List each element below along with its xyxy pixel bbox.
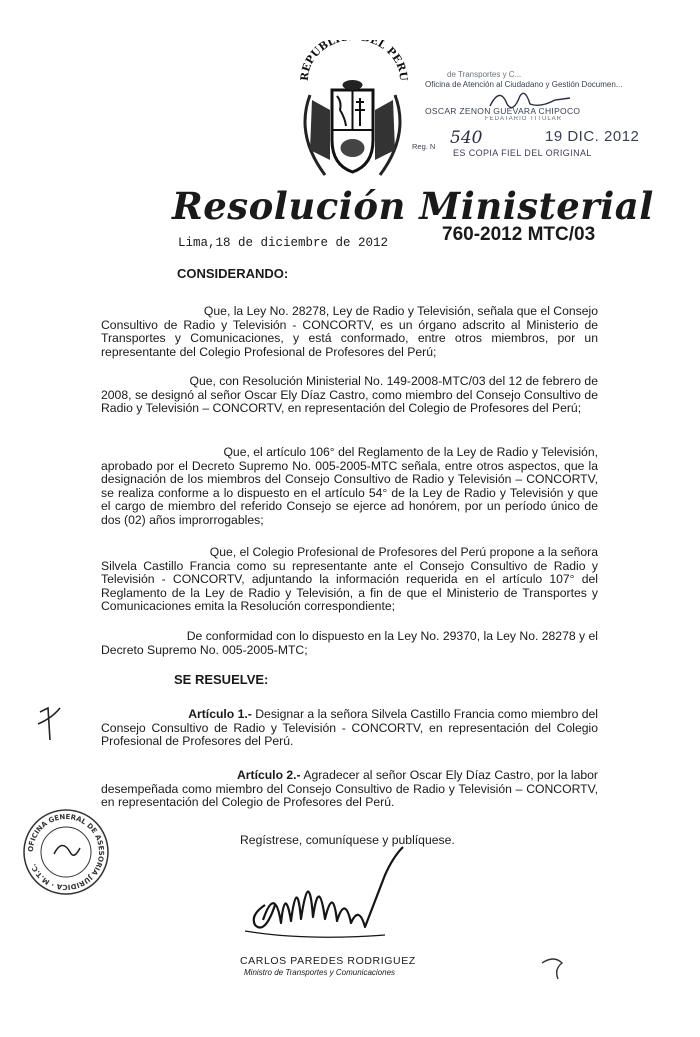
paragraph-5 bbox=[101, 630, 598, 657]
article-2-body: desempeñada como miembro del Consejo Consultivo de Radio y Televisión – CONCORTV, en representación del Colegio de Profesores del Perú. bbox=[101, 781, 598, 810]
stamp-date: 19 DIC. 2012 bbox=[545, 128, 640, 145]
legal-seal bbox=[22, 808, 110, 896]
paragraph-5-body: Decreto Supremo No. 005-2005-MTC; bbox=[101, 642, 308, 657]
paragraph-2-body: 2008, se designó al señor Oscar Ely Díaz Castro, como miembro del Consejo Consultivo de Radio y Televisión – CONCORTV, en representación del Colegio de Profesores del Perú; bbox=[101, 387, 598, 416]
coat-of-arms-icon bbox=[290, 40, 415, 190]
paragraph-2-first-line: Que, con Resolución Ministerial No. 149-2008-MTC/03 del 12 de febrero de bbox=[189, 374, 598, 388]
paragraph-2 bbox=[101, 375, 598, 416]
paragraph-4-first-line: Que, el Colegio Profesional de Profesores del Perú propone a la señora bbox=[209, 545, 598, 559]
seal-text: OFICINA GENERAL DE ASESORIA JURIDICA · M.T.C. bbox=[26, 812, 106, 892]
paragraph-1-body: Consultivo de Radio y Televisión - CONCORTV, es un órgano adscrito al Ministerio de Transportes y Comunicaciones, y está conformado, entre otros miembros, por un representante del Colegio Profesional de Profesores del Perú; bbox=[101, 317, 598, 359]
article-1-label: Artículo 1.- bbox=[188, 707, 252, 721]
article-1-body: Consejo Consultivo de Radio y Televisión - CONCORTV, en representación del Colegio Profesional de Profesores del Perú. bbox=[101, 720, 598, 749]
article-2-label: Artículo 2.- bbox=[236, 768, 301, 782]
minister-signature-icon bbox=[235, 845, 425, 955]
article-1-first-text: Designar a la señora Silvela Castillo Francia como miembro del bbox=[251, 707, 598, 721]
crest-text: REPUBL EL PERU bbox=[298, 40, 410, 82]
paragraph-1 bbox=[101, 305, 598, 359]
paragraph-4 bbox=[101, 546, 598, 614]
article-1-first-line bbox=[101, 708, 598, 722]
stamp-reg-label: Reg. N bbox=[412, 142, 436, 151]
handwritten-mark-icon bbox=[30, 700, 70, 750]
stamp-role: FEDATARIO TITULAR bbox=[485, 116, 563, 122]
considerando-heading: CONSIDERANDO: bbox=[177, 266, 289, 281]
paragraph-4-body: Silvela Castillo Francia como su representante ante el Consejo Consultivo de Radio y Televisión - CONCORTV, adjuntando la información requerida en el artículo 107° del Reglamento de la Ley de Radio y Televisión, a fin de que el Ministerio de Transportes y Comunicaciones emita la Resolución correspondiente; bbox=[101, 558, 598, 614]
page-mark-icon bbox=[540, 955, 570, 985]
fedatario-stamp bbox=[412, 70, 700, 170]
stamp-certification: ES COPIA FIEL DEL ORIGINAL bbox=[453, 148, 592, 158]
paragraph-3-body: aprobado por el Decreto Supremo No. 005-2005-MTC señala, entre otros aspectos, que la designación de los miembros del Consejo Consultivo de Radio y Televisión – CONCORTV, se realiza conforme a lo dispuesto en el artículo 54° de la Ley de Radio y Televisión y que el cargo de miembro del referido Consejo se ejerce ad honórem, por un período único de dos (02) años improrrogables; bbox=[101, 458, 598, 527]
stamp-line1: de Transportes y C... bbox=[447, 70, 522, 79]
article-1 bbox=[101, 708, 598, 749]
article-2-first-line bbox=[101, 769, 598, 783]
paragraph-1-first-line: Que, la Ley No. 28278, Ley de Radio y Televisión, señala que el Consejo bbox=[203, 304, 598, 318]
paragraph-3-first-line: Que, el artículo 106° del Reglamento de la Ley de Radio y Televisión, bbox=[223, 445, 598, 459]
legal-seal-icon bbox=[22, 808, 110, 896]
stamp-name: OSCAR ZENON GUEVARA CHIPOCO bbox=[425, 106, 581, 116]
place-date: Lima,18 de diciembre de 2012 bbox=[178, 236, 389, 250]
paragraph-5-first-line: De conformidad con lo dispuesto en la Ley No. 29370, la Ley No. 28278 y el bbox=[186, 629, 598, 643]
stamp-reg-number: 540 bbox=[450, 128, 483, 148]
stamp-office: Oficina de Atención al Ciudadano y Gestión Documen... bbox=[425, 80, 623, 89]
coat-of-arms bbox=[290, 40, 415, 190]
closing-line: Regístrese, comuníquese y publíquese. bbox=[240, 833, 455, 847]
resolution-number: 760-2012 MTC/03 bbox=[442, 224, 596, 245]
signatory-title: Ministro de Transportes y Comunicaciones bbox=[244, 968, 396, 977]
article-2-first-text: Agradecer al señor Oscar Ely Díaz Castro, por la labor bbox=[300, 768, 598, 782]
signatory-name: CARLOS PAREDES RODRIGUEZ bbox=[240, 955, 416, 967]
document-title: Resolución Ministerial bbox=[172, 184, 654, 228]
article-2 bbox=[101, 769, 598, 810]
paragraph-3 bbox=[101, 446, 598, 528]
se-resuelve-heading: SE RESUELVE: bbox=[174, 672, 269, 687]
